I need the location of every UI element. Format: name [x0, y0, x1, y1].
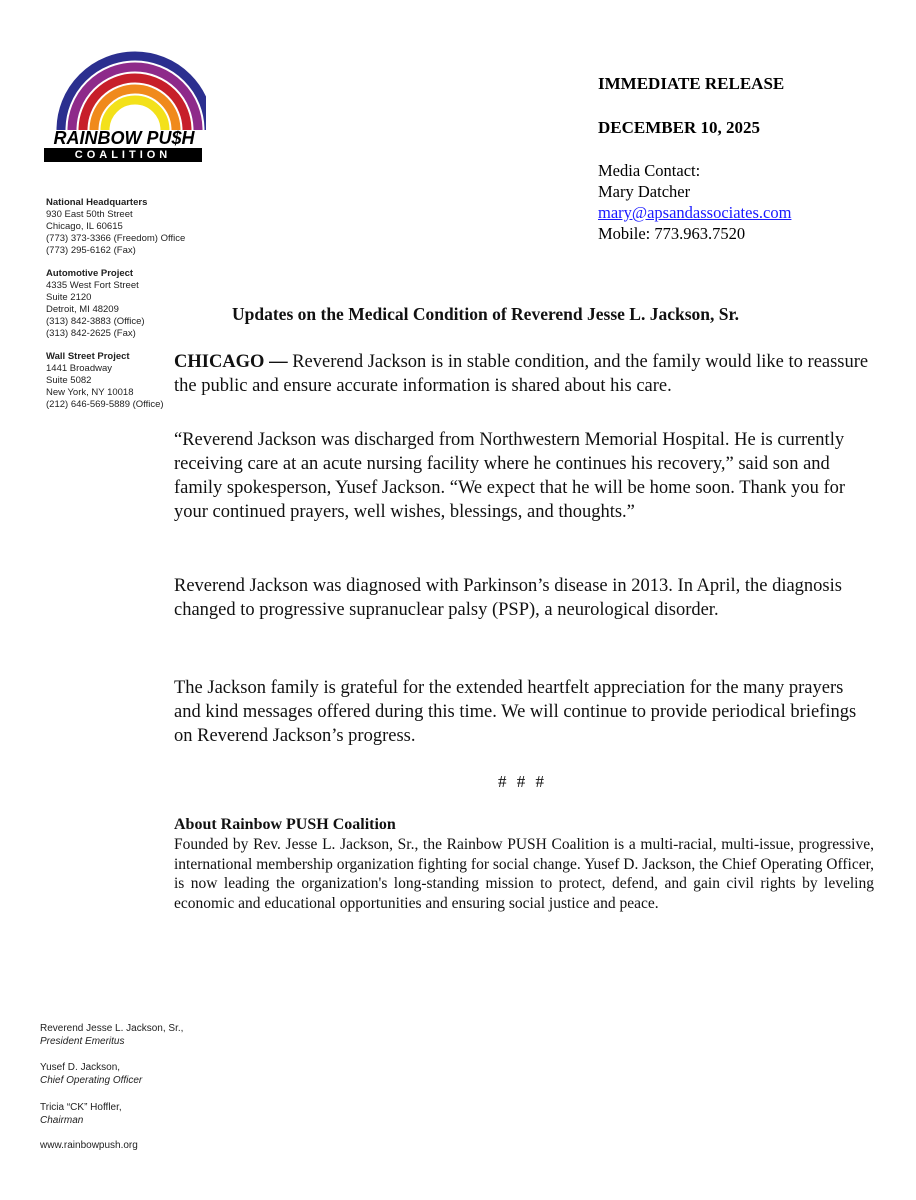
automotive-line: (313) 842-3883 (Office): [46, 316, 145, 327]
body-paragraph-4: The Jackson family is grateful for the extended heartfelt appreciation for the many prayers and kind messages offered during this time. We will continue to provide periodical briefings on Reverend Jackson’s progress.: [174, 678, 857, 746]
officer-name: Tricia “CK” Hoffler,: [40, 1102, 122, 1113]
wall-street-line: 1441 Broadway: [46, 363, 113, 374]
automotive-heading: Automotive Project: [46, 268, 134, 279]
logo-subtitle: COALITION: [44, 148, 202, 162]
officer-2: [40, 1061, 142, 1087]
document-title: Updates on the Medical Condition of Reverend Jesse L. Jackson, Sr.: [232, 304, 740, 324]
rainbow-push-logo: [40, 48, 206, 166]
dateline: CHICAGO —: [174, 352, 288, 372]
wall-street-line: (212) 646-569-5889 (Office): [46, 399, 164, 410]
wall-street-address: [46, 351, 164, 411]
wall-street-heading: Wall Street Project: [46, 351, 130, 362]
officer-role: Chairman: [40, 1115, 84, 1126]
contact-email-link[interactable]: mary@apsandassociates.com: [598, 203, 792, 222]
officer-3: [40, 1101, 122, 1127]
contact-label: Media Contact:: [598, 161, 701, 180]
automotive-line: 4335 West Fort Street: [46, 280, 139, 291]
release-date: DECEMBER 10, 2025: [598, 118, 760, 137]
officer-1: [40, 1022, 183, 1048]
contact-name: Mary Datcher: [598, 182, 691, 201]
automotive-line: (313) 842-2625 (Fax): [46, 328, 136, 339]
automotive-line: Detroit, MI 48209: [46, 304, 119, 315]
about-heading: About Rainbow PUSH Coalition: [174, 816, 396, 833]
hq-line: (773) 295-6162 (Fax): [46, 245, 136, 256]
automotive-line: Suite 2120: [46, 292, 92, 303]
body-paragraph-2: “Reverend Jackson was discharged from Northwestern Memorial Hospital. He is currently receiving care at an acute nursing facility where he continues his recovery,” said son and family spokesperson, Yusef Jackson. “We expect that he will be home soon. Thank you for your continued prayers, well wishes, blessings, and thoughts.”: [174, 430, 846, 522]
officer-name: Yusef D. Jackson,: [40, 1062, 121, 1073]
hq-line: 930 East 50th Street: [46, 209, 133, 220]
wall-street-line: New York, NY 10018: [46, 387, 134, 398]
officer-name: Reverend Jesse L. Jackson, Sr.,: [40, 1023, 184, 1034]
logo-name: RAINBOW PU$H: [53, 128, 195, 148]
body-paragraph-3: Reverend Jackson was diagnosed with Parkinson’s disease in 2013. In April, the diagnosis changed to progressive supranuclear palsy (PSP), a neurological disorder.: [174, 576, 842, 620]
body-paragraph-1: [174, 350, 874, 398]
end-marks: # # #: [498, 772, 544, 791]
release-label: IMMEDIATE RELEASE: [598, 74, 785, 93]
automotive-address: [46, 268, 145, 340]
hq-address: [46, 197, 185, 257]
officer-role: Chief Operating Officer: [40, 1075, 143, 1086]
contact-mobile: Mobile: 773.963.7520: [598, 224, 746, 243]
paragraph-text: Reverend Jackson is in stable condition, and the family would like to reassure the public and ensure accurate information is shared about his care.: [174, 352, 869, 396]
officer-role: President Emeritus: [40, 1036, 125, 1047]
website-link[interactable]: www.rainbowpush.org: [40, 1140, 138, 1151]
hq-line: (773) 373-3366 (Freedom) Office: [46, 233, 186, 244]
hq-heading: National Headquarters: [46, 197, 148, 208]
rainbow-arcs-icon: [40, 48, 206, 130]
rainbow-arc: [105, 100, 165, 130]
about-paragraph: Founded by Rev. Jesse L. Jackson, Sr., the Rainbow PUSH Coalition is a multi-racial, multi-issue, progressive, international membership organization fighting for social change. Yusef D. Jackson, the Chief Operating Officer, is now leading the organization's long-standing mission to protect, defend, and gain civil rights by leveling economic and educational opportunities and ensuring social justice and peace.: [174, 836, 874, 912]
media-contact: [598, 160, 791, 244]
hq-line: Chicago, IL 60615: [46, 221, 123, 232]
wall-street-line: Suite 5082: [46, 375, 92, 386]
